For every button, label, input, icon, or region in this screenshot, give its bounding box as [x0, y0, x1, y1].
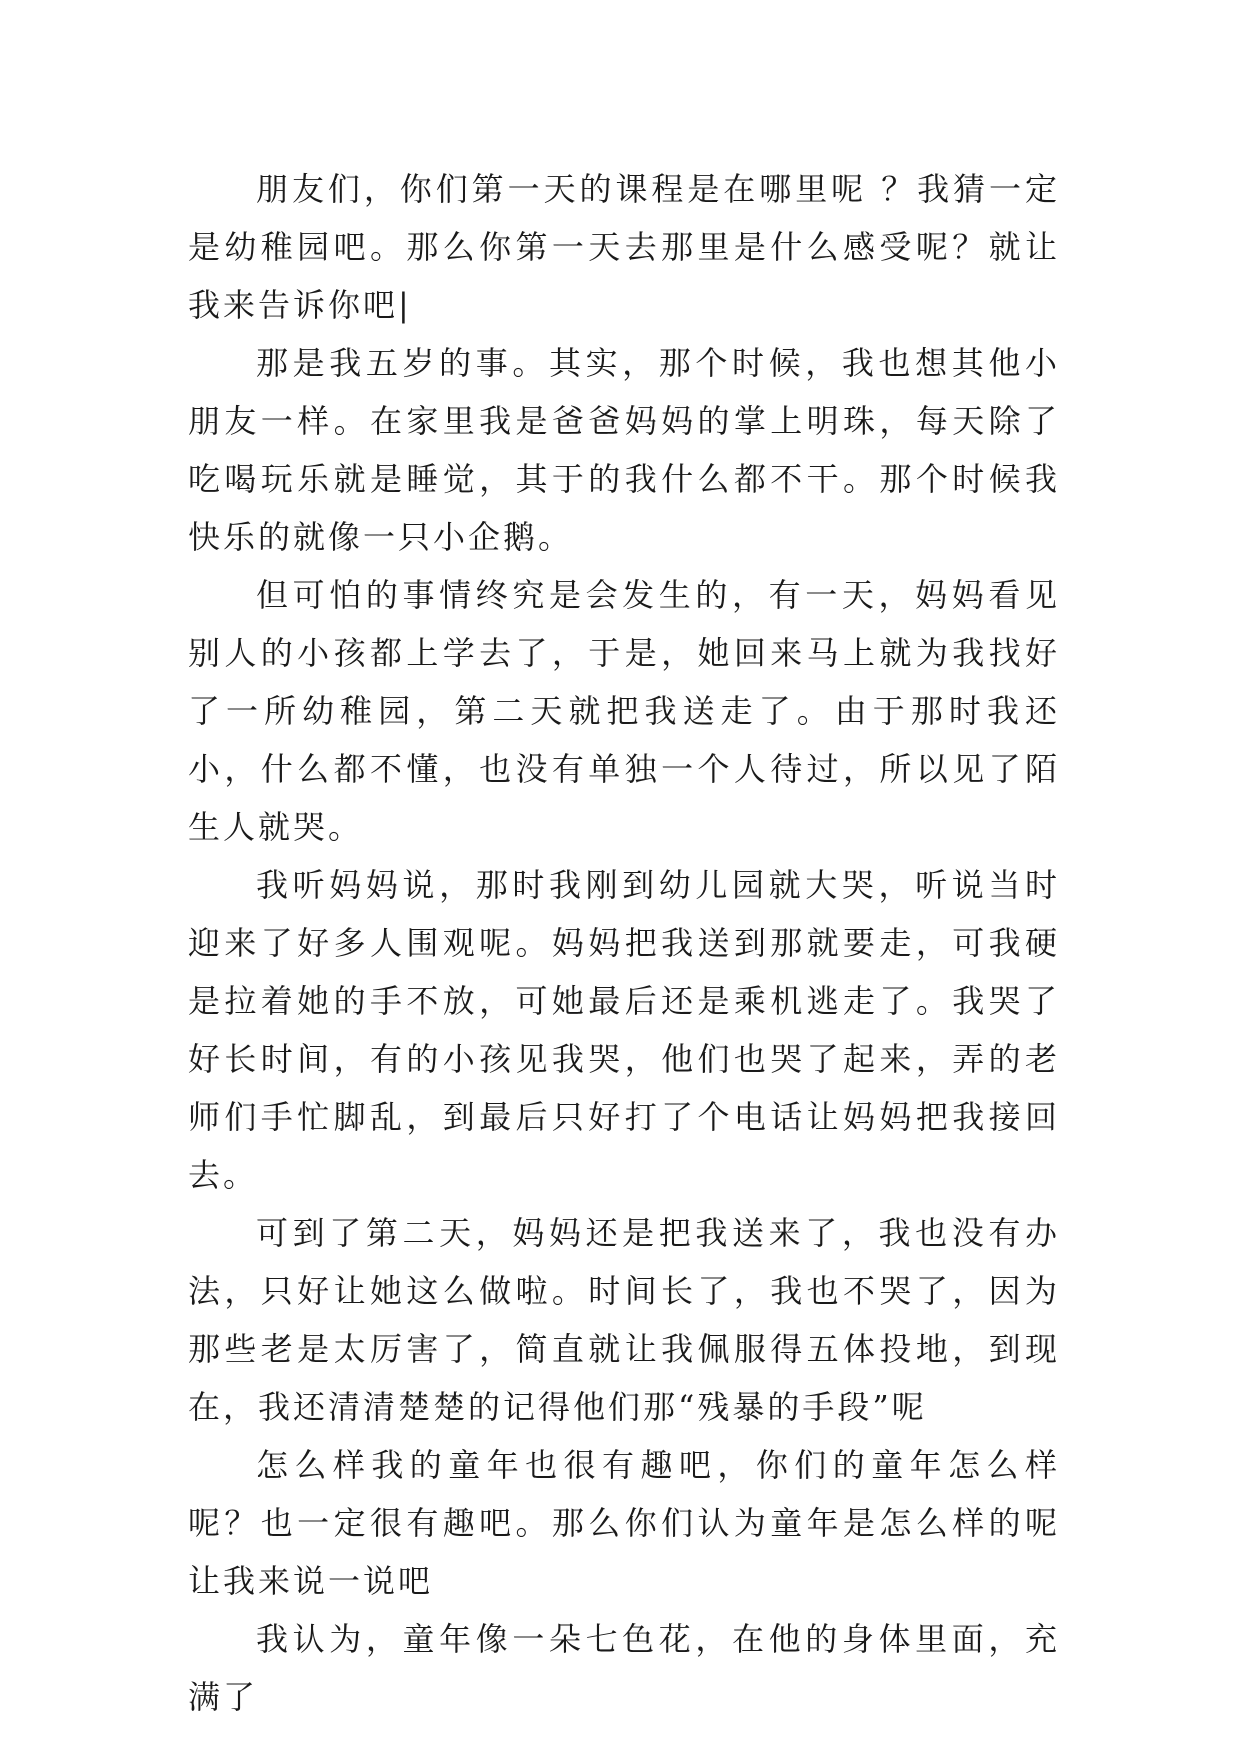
paragraph-2: 那是我五岁的事。其实，那个时候，我也想其他小朋友一样。在家里我是爸爸妈妈的掌上明珠，每天除了吃喝玩乐就是睡觉，其于的我什么都不干。那个时候我快乐的就像一只小企鹅。: [188, 344, 1060, 556]
paragraph-1: 朋友们，你们第一天的课程是在哪里呢 ？我猜一定是幼稚园吧。那么你第一天去那里是什么感受呢？就让我来告诉你吧|: [188, 170, 1060, 324]
paragraph-4: 我听妈妈说，那时我刚到幼儿园就大哭，听说当时迎来了好多人围观呢。妈妈把我送到那就要走，可我硬是拉着她的手不放，可她最后还是乘机逃走了。我哭了好长时间，有的小孩见我哭，他们也哭了起来，弄的老师们手忙脚乱，到最后只好打了个电话让妈妈把我接回去。: [188, 866, 1060, 1194]
paragraph-7: 我认为，童年像一朵七色花，在他的身体里面，充满了: [188, 1620, 1060, 1716]
paragraph-6: 怎么样我的童年也很有趣吧，你们的童年怎么样呢？也一定很有趣吧。那么你们认为童年是怎么样的呢让我来说一说吧: [188, 1446, 1060, 1600]
paragraph-5: 可到了第二天，妈妈还是把我送来了，我也没有办法，只好让她这么做啦。时间长了，我也不哭了，因为那些老是太厉害了，简直就让我佩服得五体投地，到现在，我还清清楚楚的记得他们那“残暴的手段”呢: [188, 1214, 1060, 1426]
paragraph-3: 但可怕的事情终究是会发生的，有一天，妈妈看见别人的小孩都上学去了，于是，她回来马上就为我找好了一所幼稚园，第二天就把我送走了。由于那时我还小，什么都不懂，也没有单独一个人待过，所以见了陌生人就哭。: [188, 576, 1060, 846]
essay-body: [188, 160, 1060, 1726]
